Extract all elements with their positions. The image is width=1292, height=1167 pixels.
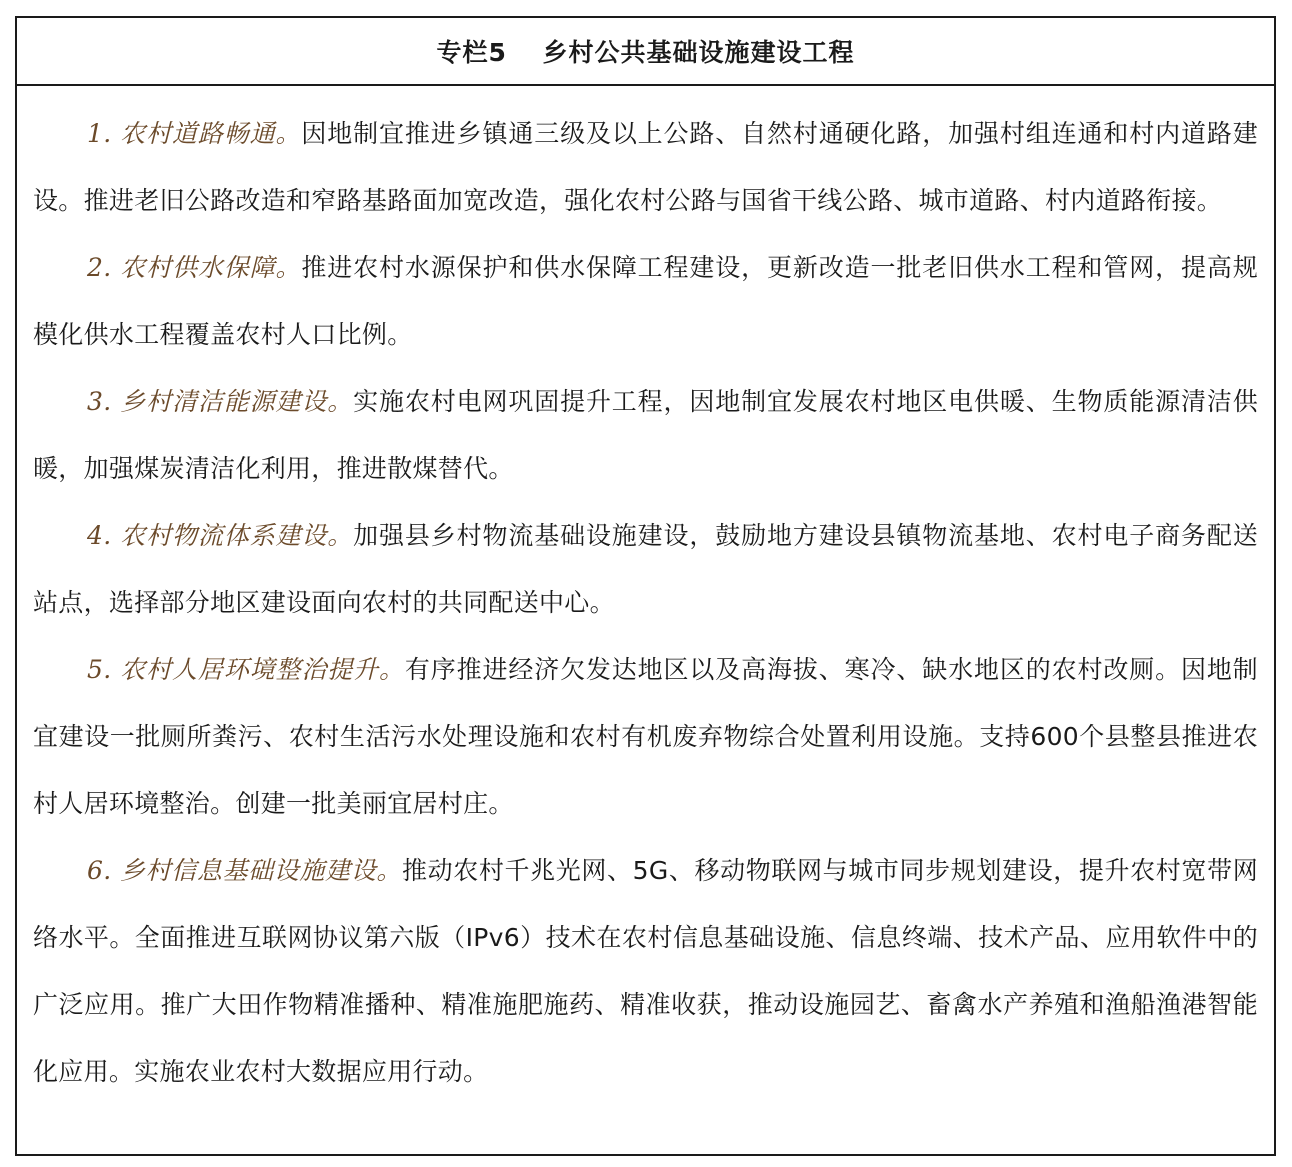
item-heading-5: 5. 农村人居环境整治提升。 xyxy=(87,655,405,684)
item-heading-4: 4. 农村物流体系建设。 xyxy=(87,521,354,550)
item-heading-2: 2. 农村供水保障。 xyxy=(87,253,302,282)
column-body xyxy=(17,86,1274,1105)
item-body-2: 推进农村水源保护和供水保障工程建设，更新改造一批老旧供水工程和管网，提高规模化供水工程覆盖农村人口比例。 xyxy=(33,253,1258,349)
item-paragraph-5 xyxy=(33,636,1258,837)
column-header xyxy=(17,18,1274,86)
item-paragraph-6 xyxy=(33,837,1258,1105)
item-paragraph-1 xyxy=(33,100,1258,234)
item-body-4: 加强县乡村物流基础设施建设，鼓励地方建设县镇物流基地、农村电子商务配送站点，选择部分地区建设面向农村的共同配送中心。 xyxy=(33,521,1258,617)
item-body-5: 有序推进经济欠发达地区以及高海拔、寒冷、缺水地区的农村改厕。因地制宜建设一批厕所粪污、农村生活污水处理设施和农村有机废弃物综合处置利用设施。支持600个县整县推进农村人居环境整治。创建一批美丽宜居村庄。 xyxy=(33,655,1258,818)
column-box xyxy=(15,16,1276,1156)
item-heading-1: 1. 农村道路畅通。 xyxy=(87,119,302,148)
column-title: 专栏5 乡村公共基础设施建设工程 xyxy=(436,38,855,67)
item-heading-3: 3. 乡村清洁能源建设。 xyxy=(87,387,354,416)
item-paragraph-2 xyxy=(33,234,1258,368)
item-body-6: 推动农村千兆光网、5G、移动物联网与城市同步规划建设，提升农村宽带网络水平。全面推进互联网协议第六版（IPv6）技术在农村信息基础设施、信息终端、技术产品、应用软件中的广泛应用。推广大田作物精准播种、精准施肥施药、精准收获，推动设施园艺、畜禽水产养殖和渔船渔港智能化应用。实施农业农村大数据应用行动。 xyxy=(33,856,1258,1086)
item-body-1: 因地制宜推进乡镇通三级及以上公路、自然村通硬化路，加强村组连通和村内道路建设。推进老旧公路改造和窄路基路面加宽改造，强化农村公路与国省干线公路、城市道路、村内道路衔接。 xyxy=(33,119,1258,215)
item-paragraph-4 xyxy=(33,502,1258,636)
item-paragraph-3 xyxy=(33,368,1258,502)
item-body-3: 实施农村电网巩固提升工程，因地制宜发展农村地区电供暖、生物质能源清洁供暖，加强煤炭清洁化利用，推进散煤替代。 xyxy=(33,387,1258,483)
item-heading-6: 6. 乡村信息基础设施建设。 xyxy=(87,856,402,885)
